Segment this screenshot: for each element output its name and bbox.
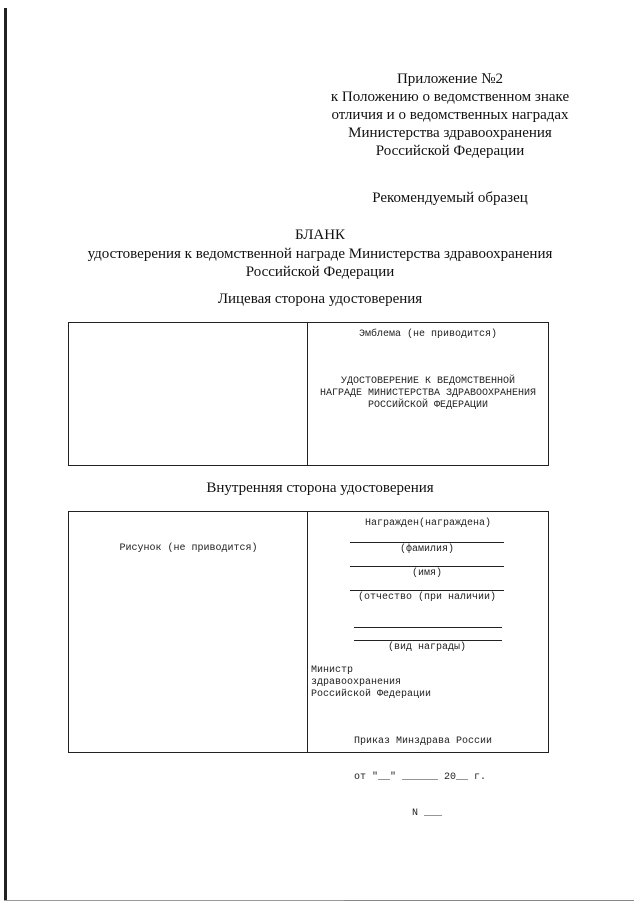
inner-side-divider — [307, 511, 308, 753]
order-block — [354, 712, 492, 832]
appendix-line: отличия и о ведомственных наградах — [331, 107, 569, 123]
certificate-title-line: УДОСТОВЕРЕНИЕ К ВЕДОМСТВЕННОЙ — [340, 376, 516, 387]
certificate-title-line: НАГРАДЕ МИНИСТЕРСТВА ЗДРАВООХРАНЕНИЯ — [319, 388, 537, 399]
front-side-heading: Лицевая сторона удостоверения — [217, 291, 423, 307]
document-title: БЛАНК — [294, 227, 346, 243]
picture-note: Рисунок (не приводится) — [119, 543, 258, 554]
order-number: N ___ — [412, 808, 443, 819]
appendix-header — [300, 70, 600, 160]
certificate-title-block — [308, 376, 548, 412]
emblem-note: Эмблема (не приводится) — [358, 329, 498, 340]
award-type-caption: (вид награды) — [387, 642, 466, 653]
certificate-title-line: РОССИЙСКОЙ ФЕДЕРАЦИИ — [367, 400, 489, 411]
name-caption: (имя) — [411, 568, 442, 579]
document-subtitle-line1: удостоверения к ведомственной награде Министерства здравоохранения — [87, 246, 553, 262]
order-date: от "__" ______ 20__ г. — [354, 772, 487, 783]
award-type-line-1 — [354, 627, 502, 628]
document-subtitle-line2: Российской Федерации — [245, 264, 395, 280]
appendix-line: Российской Федерации — [375, 143, 525, 159]
appendix-line: к Положению о ведомственном знаке — [330, 89, 570, 105]
minister-line: Министр — [311, 665, 354, 676]
name-line — [350, 566, 504, 567]
appendix-line: Министерства здравоохранения — [348, 125, 552, 141]
awarded-label: Награжден(награждена) — [364, 518, 492, 529]
surname-caption: (фамилия) — [399, 544, 454, 555]
appendix-line: Приложение №2 — [396, 71, 504, 87]
minister-line: здравоохранения — [311, 677, 402, 688]
patronymic-caption: (отчество (при наличии) — [357, 592, 497, 603]
minister-line: Российской Федерации — [311, 689, 432, 700]
inner-side-heading: Внутренняя сторона удостоверения — [206, 480, 434, 496]
page-bottom-rule — [4, 900, 344, 901]
recommended-sample-label: Рекомендуемый образец — [372, 190, 528, 206]
order-title: Приказ Минздрава России — [354, 736, 493, 747]
surname-line — [350, 542, 504, 543]
award-type-line-2 — [354, 640, 502, 641]
patronymic-line — [350, 590, 504, 591]
minister-signature-block — [311, 665, 431, 701]
